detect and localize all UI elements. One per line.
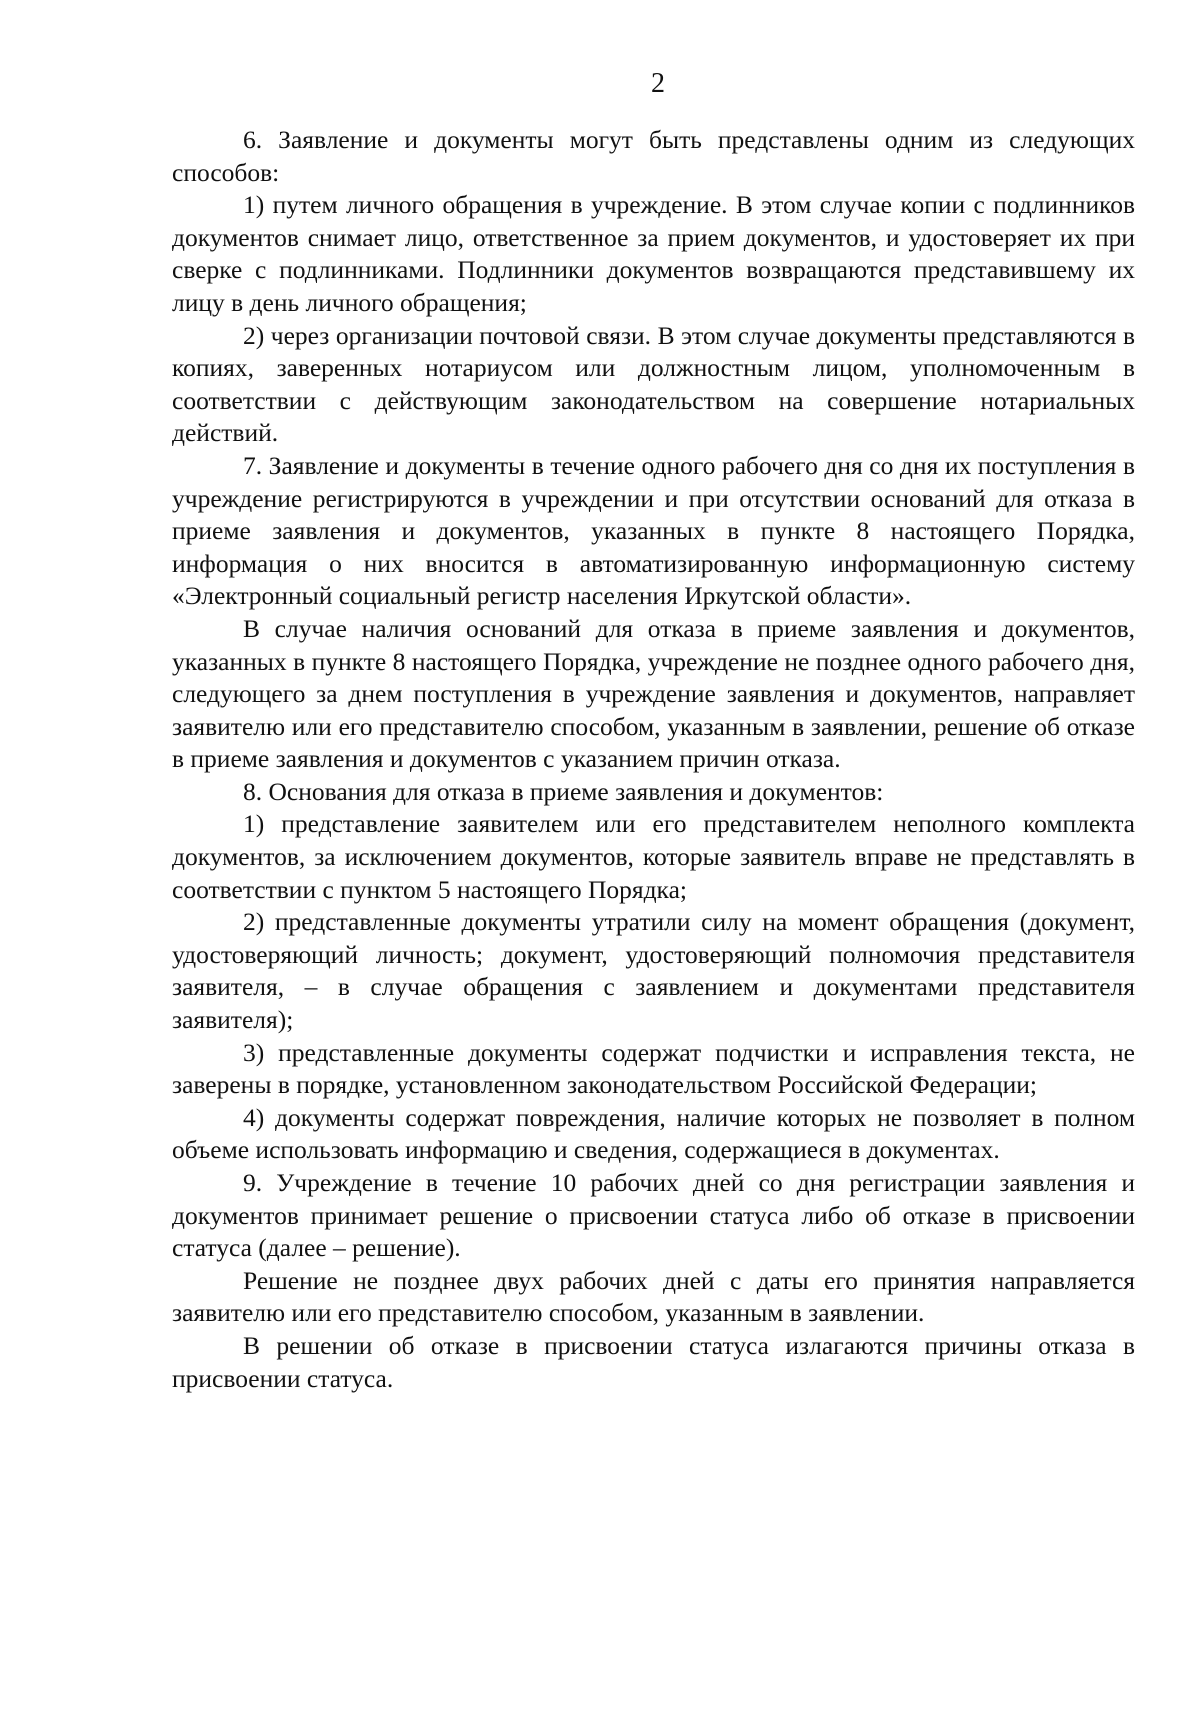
paragraph-8-2: 2) представленные документы утратили силу на момент обращения (документ, удостоверяющий личность; документ, удостоверяющий полномочия представителя заявителя, – в случае обращения с заявлением и документами представителя заявителя);: [172, 907, 1135, 1035]
paragraph-8-1: 1) представление заявителем или его представителем неполного комплекта документов, за исключением документов, которые заявитель вправе не представлять в соответствии с пунктом 5 настоящего Порядка;: [172, 809, 1135, 904]
paragraph-6-2: 2) через организации почтовой связи. В этом случае документы представляются в копиях, заверенных нотариусом или должностным лицом, уполномоченным в соответствии с действующим законодательством на совершение нотариальных действий.: [172, 320, 1135, 448]
paragraph-9-reasons: В решении об отказе в присвоении статуса излагаются причины отказа в присвоении статуса.: [172, 1330, 1135, 1393]
paragraph-7: 7. Заявление и документы в течение одного рабочего дня со дня их поступления в учреждение регистрируются в учреждении и при отсутствии оснований для отказа в приеме заявления и документов, указанных в пункте 8 настоящего Порядка, информация о них вносится в автоматизированную информационную систему «Электронный социальный регистр населения Иркутской области».: [172, 450, 1135, 611]
paragraph-7-refusal: В случае наличия оснований для отказа в приеме заявления и документов, указанных в пункте 8 настоящего Порядка, учреждение не позднее одного рабочего дня, следующего за днем поступления в учреждение заявления и документов, направляет заявителю или его представителю способом, указанным в заявлении, решение об отказе в приеме заявления и документов с указанием причин отказа.: [172, 613, 1135, 774]
paragraph-8-4: 4) документы содержат повреждения, наличие которых не позволяет в полном объеме использовать информацию и сведения, содержащиеся в документах.: [172, 1102, 1135, 1165]
paragraph-9-notice: Решение не позднее двух рабочих дней с даты его принятия направляется заявителю или его представителю способом, указанным в заявлении.: [172, 1265, 1135, 1328]
paragraph-8: 8. Основания для отказа в приеме заявления и документов:: [243, 776, 884, 806]
paragraph-6-1: 1) путем личного обращения в учреждение. В этом случае копии с подлинников документов снимает лицо, ответственное за прием документов, и удостоверяет их при сверке с подлинниками. Подлинники документов возвращаются представившему их лицу в день личного обращения;: [172, 190, 1135, 317]
paragraph-6: 6. Заявление и документы могут быть представлены одним из следующих способов:: [172, 125, 1135, 187]
page-number: 2: [651, 68, 665, 99]
document-body: [172, 124, 1135, 1395]
paragraph-9: 9. Учреждение в течение 10 рабочих дней со дня регистрации заявления и документов принимает решение о присвоении статуса либо об отказе в присвоении статуса (далее – решение).: [172, 1168, 1135, 1263]
paragraph-8-3: 3) представленные документы содержат подчистки и исправления текста, не заверены в порядке, установленном законодательством Российской Федерации;: [172, 1037, 1135, 1100]
